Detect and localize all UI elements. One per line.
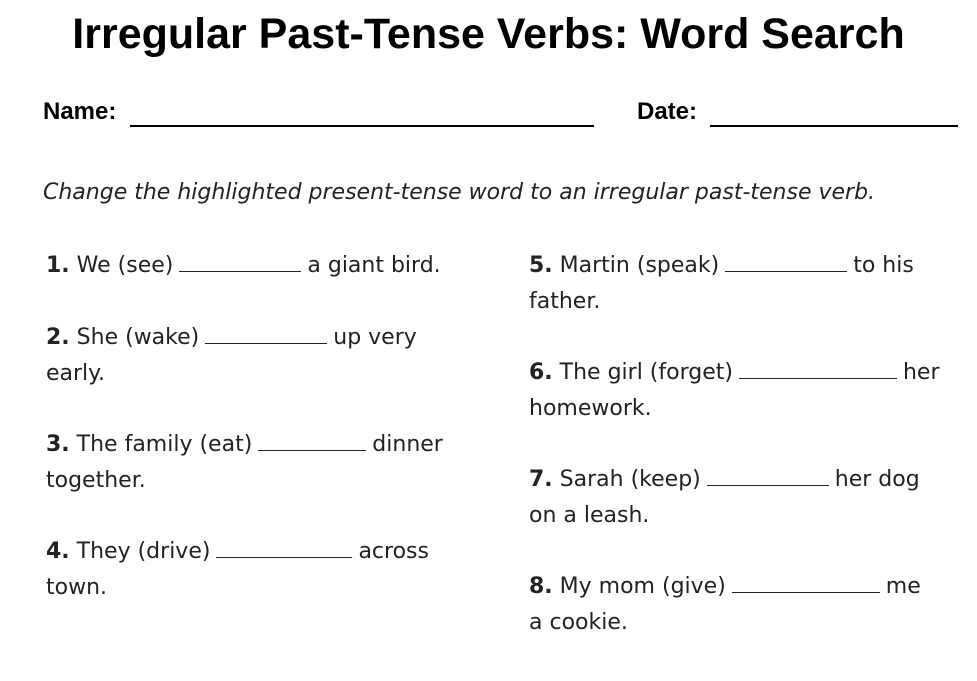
question-rest: her dog: [834, 467, 920, 492]
answer-blank[interactable]: [725, 251, 847, 272]
question-7: [529, 462, 969, 533]
question-rest: her: [902, 360, 940, 385]
date-line[interactable]: [710, 125, 958, 127]
question-6: [529, 355, 969, 426]
question-3: [46, 427, 486, 498]
answer-blank[interactable]: [258, 430, 366, 451]
question-continuation: together.: [46, 467, 146, 493]
question-prompt: She (wake): [76, 325, 200, 350]
question-continuation: on a leash.: [529, 502, 650, 528]
question-2: [46, 320, 486, 391]
answer-blank[interactable]: [707, 465, 829, 486]
answer-blank[interactable]: [732, 572, 880, 593]
question-rest: across: [358, 539, 429, 564]
question-number: 8.: [529, 574, 553, 599]
name-row: [43, 95, 116, 131]
question-number: 1.: [46, 253, 70, 278]
question-continuation: town.: [46, 574, 108, 600]
question-rest: a giant bird.: [307, 253, 441, 278]
question-rest: dinner: [372, 432, 443, 457]
question-number: 7.: [529, 467, 553, 492]
question-prompt: Sarah (keep): [559, 467, 701, 492]
question-prompt: We (see): [76, 253, 174, 278]
instructions: Change the highlighted present-tense word to an irregular past-tense verb.: [43, 180, 876, 205]
question-number: 2.: [46, 325, 70, 350]
date-label: Date:: [637, 98, 698, 125]
question-5: [529, 248, 969, 319]
question-number: 5.: [529, 253, 553, 278]
question-continuation: father.: [529, 288, 601, 314]
question-prompt: They (drive): [76, 539, 211, 564]
question-rest: me: [885, 574, 921, 599]
question-number: 6.: [529, 360, 553, 385]
answer-blank[interactable]: [739, 358, 897, 379]
name-line[interactable]: [130, 125, 594, 127]
question-continuation: a cookie.: [529, 609, 628, 635]
question-8: [529, 569, 969, 640]
answer-blank[interactable]: [179, 251, 301, 272]
question-prompt: My mom (give): [559, 574, 726, 599]
date-row: [637, 95, 697, 131]
question-prompt: Martin (speak): [559, 253, 720, 278]
answer-blank[interactable]: [205, 323, 327, 344]
worksheet-title: Irregular Past-Tense Verbs: Word Search: [72, 10, 905, 58]
name-label: Name:: [43, 98, 117, 125]
question-continuation: early.: [46, 360, 106, 386]
question-continuation: homework.: [529, 395, 652, 421]
question-rest: up very: [333, 325, 417, 350]
question-prompt: The girl (forget): [559, 360, 733, 385]
question-rest: to his: [853, 253, 914, 278]
answer-blank[interactable]: [216, 537, 352, 558]
question-number: 3.: [46, 432, 70, 457]
question-number: 4.: [46, 539, 70, 564]
question-1: [46, 248, 486, 284]
question-prompt: The family (eat): [76, 432, 253, 457]
question-4: [46, 534, 486, 605]
